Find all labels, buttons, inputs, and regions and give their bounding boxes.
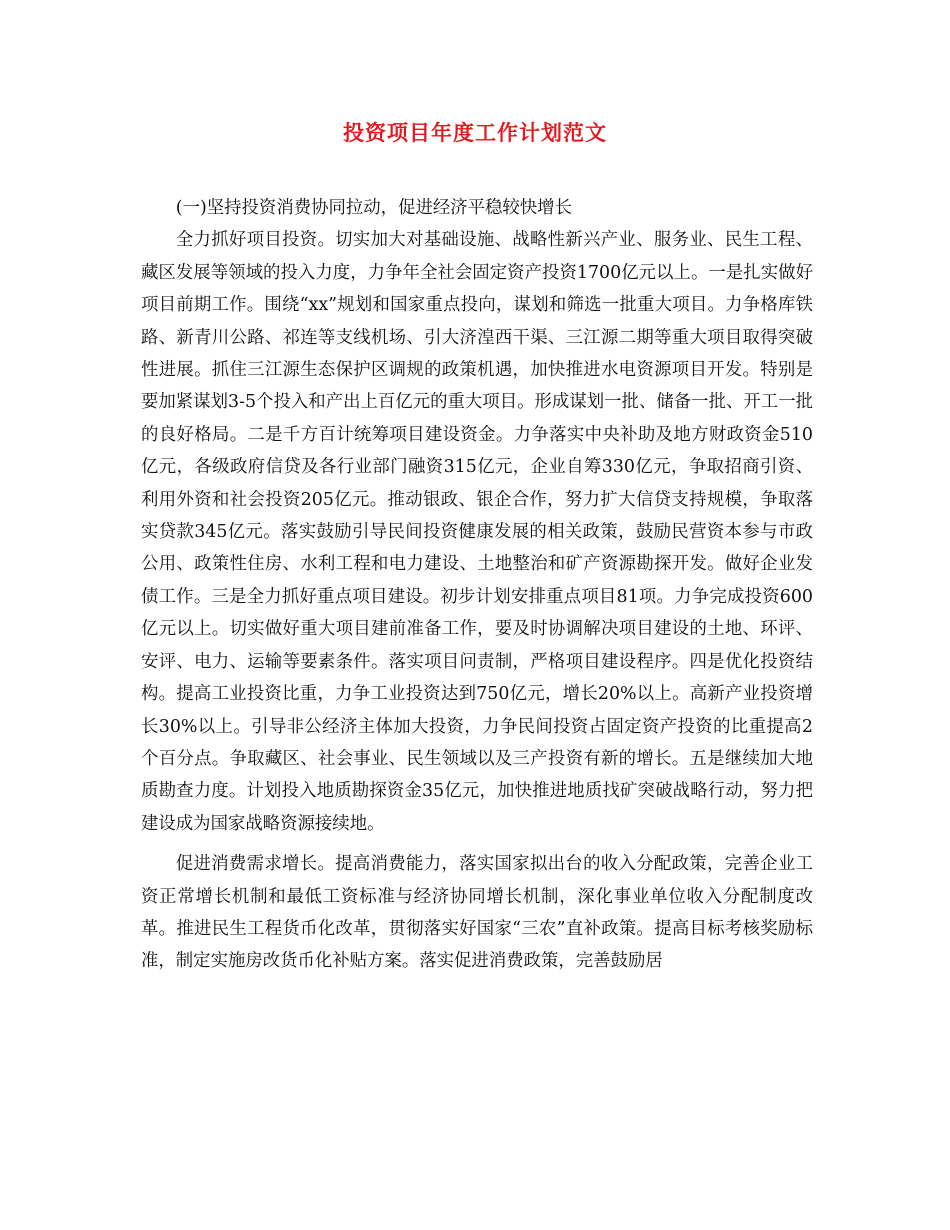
document-body [141,192,813,978]
document-title: 投资项目年度工作计划范文 [343,120,607,145]
section-heading: (一)坚持投资消费协同拉动，促进经济平稳较快增长 [175,198,572,218]
paragraph-consumption-demand: 促进消费需求增长。提高消费能力，落实国家拟出台的收入分配政策，完善企业工资正常增长机制和最低工资标准与经济协同增长机制，深化事业单位收入分配制度改革。推进民生工程货币化改革，贯彻落实好国家“三农”直补政策。提高目标考核奖励标准，制定实施房改货币化补贴方案。落实促进消费政策，完善鼓励居 [141,854,813,972]
paragraph-project-investment: 全力抓好项目投资。切实加大对基础设施、战略性新兴产业、服务业、民生工程、藏区发展等领域的投入力度，力争年全社会固定资产投资1700亿元以上。一是扎实做好项目前期工作。围绕“xx”规划和国家重点投向，谋划和筛选一批重大项目。力争格库铁路、新青川公路、祁连等支线机场、引大济湟西干渠、三江源二期等重大项目取得突破性进展。抓住三江源生态保护区调规的政策机遇，加快推进水电资源项目开发。特别是要加紧谋划3-5个投入和产出上百亿元的重大项目。形成谋划一批、储备一批、开工一批的良好格局。二是千方百计统筹项目建设资金。力争落实中央补助及地方财政资金510亿元，各级政府信贷及各行业部门融资315亿元，企业自筹330亿元，争取招商引资、利用外资和社会投资205亿元。推动银政、银企合作，努力扩大信贷支持规模，争取落实贷款345亿元。落实鼓励引导民间投资健康发展的相关政策，鼓励民营资本参与市政公用、政策性住房、水利工程和电力建设、土地整治和矿产资源勘探开发。做好企业发债工作。三是全力抓好重点项目建设。初步计划安排重点项目81项。力争完成投资600亿元以上。切实做好重大项目建前准备工作，要及时协调解决项目建设的土地、环评、安评、电力、运输等要素条件。落实项目问责制，严格项目建设程序。四是优化投资结构。提高工业投资比重，力争工业投资达到750亿元，增长20%以上。高新产业投资增长30%以上。引导非公经济主体加大投资，力争民间投资占固定资产投资的比重提高2个百分点。争取藏区、社会事业、民生领域以及三产投资有新的增长。五是继续加大地质勘查力度。计划投入地质勘探资金35亿元，加快推进地质找矿突破战略行动，努力把建设成为国家战略资源接续地。 [141,230,813,834]
